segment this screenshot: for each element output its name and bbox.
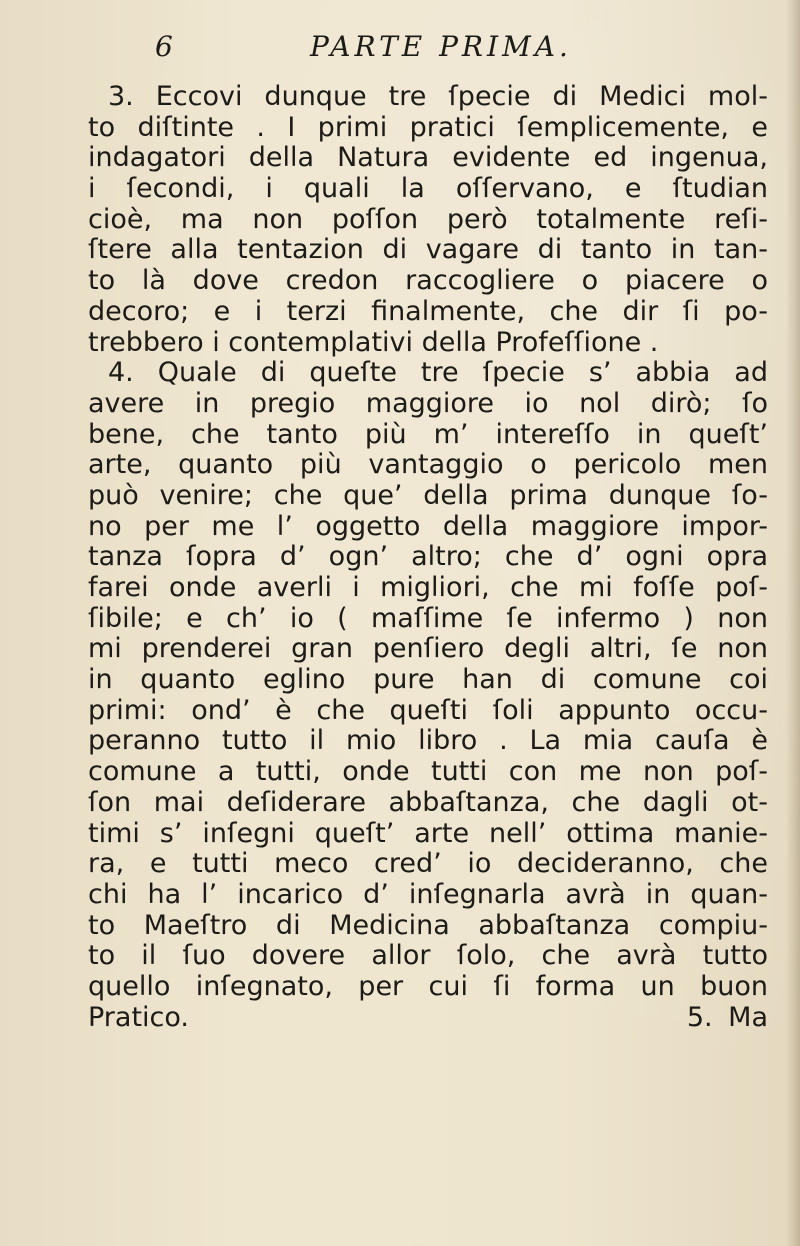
text-line: Pratico. 5. Ma: [88, 1001, 768, 1033]
running-head: PARTE PRIMA.: [310, 30, 572, 63]
text-line: cioè, ma non poſſon però totalmente reſi-: [88, 203, 768, 235]
text-line: farei onde averli i migliori, che mi foſſe poſ-: [88, 572, 768, 603]
text-line: indagatori della Natura evidente ed ingenua,: [88, 142, 768, 174]
text-line: 3. Eccovi dunque tre ſpecie di Medici mol-: [108, 81, 768, 112]
text-line: decoro; e i terzi finalmente, che dir ſi po-: [88, 295, 768, 327]
text-line: ra, e tutti meco cred’ io decideranno, che: [88, 848, 768, 880]
text-line: to Maeſtro di Medicina abbaſtanza compiu-: [88, 909, 768, 941]
text-line: no per me l’ oggetto della maggiore impor-: [88, 510, 768, 542]
text-line: to diſtinte . I primi pratici ſemplicemente, e: [88, 111, 768, 143]
page-edge-shadow: [786, 0, 800, 1246]
body-text: [88, 82, 768, 1033]
text-line: tanza ſopra d’ ogn’ altro; che d’ ogni opra: [88, 541, 768, 573]
text-line: bene, che tanto più m’ intereſſo in queſt’: [88, 418, 768, 450]
text-line: trebbero i contemplativi della Profeſſione .: [88, 326, 659, 358]
text-line: to il ſuo dovere allor ſolo, che avrà tutto: [88, 940, 768, 972]
text-line: ſibile; e ch’ io ( maſſime ſe infermo ) non: [88, 602, 768, 634]
text-line: to là dove credon raccogliere o piacere o: [88, 265, 768, 297]
text-line: 4. Quale di queſte tre ſpecie s’ abbia ad: [108, 357, 768, 389]
text-line: comune a tutti, onde tutti con me non poſ-: [88, 756, 768, 788]
text-line: mi prenderei gran penſiero degli altri, ſe non: [88, 633, 768, 665]
text-line: i ſecondi, i quali la oſſervano, e ſtudian: [88, 173, 768, 205]
text-line: avere in pregio maggiore io nol dirò; ſo: [88, 387, 768, 419]
text-line: può venire; che que’ della prima dunque ſo-: [88, 479, 768, 511]
text-line: ſtere alla tentazion di vagare di tanto in tan-: [88, 234, 768, 266]
text-line: in quanto eglino pure han di comune coi: [88, 664, 768, 696]
page-header: [155, 30, 615, 70]
text-line: ſon mai deſiderare abbaſtanza, che dagli ot-: [88, 786, 768, 818]
text-line: chi ha l’ incarico d’ inſegnarla avrà in quan-: [88, 878, 768, 910]
text-line: peranno tutto il mio libro . La mia cauſa è: [88, 725, 768, 757]
text-line: timi s’ inſegni queſt’ arte nell’ ottima manie-: [88, 817, 768, 849]
text-line: primi: ond’ è che queſti ſoli appunto occu-: [88, 694, 768, 726]
text-line: quello inſegnato, per cui ſi forma un buon: [88, 970, 768, 1002]
text-line: arte, quanto più vantaggio o pericolo men: [88, 449, 768, 481]
page-number: 6: [155, 30, 173, 63]
